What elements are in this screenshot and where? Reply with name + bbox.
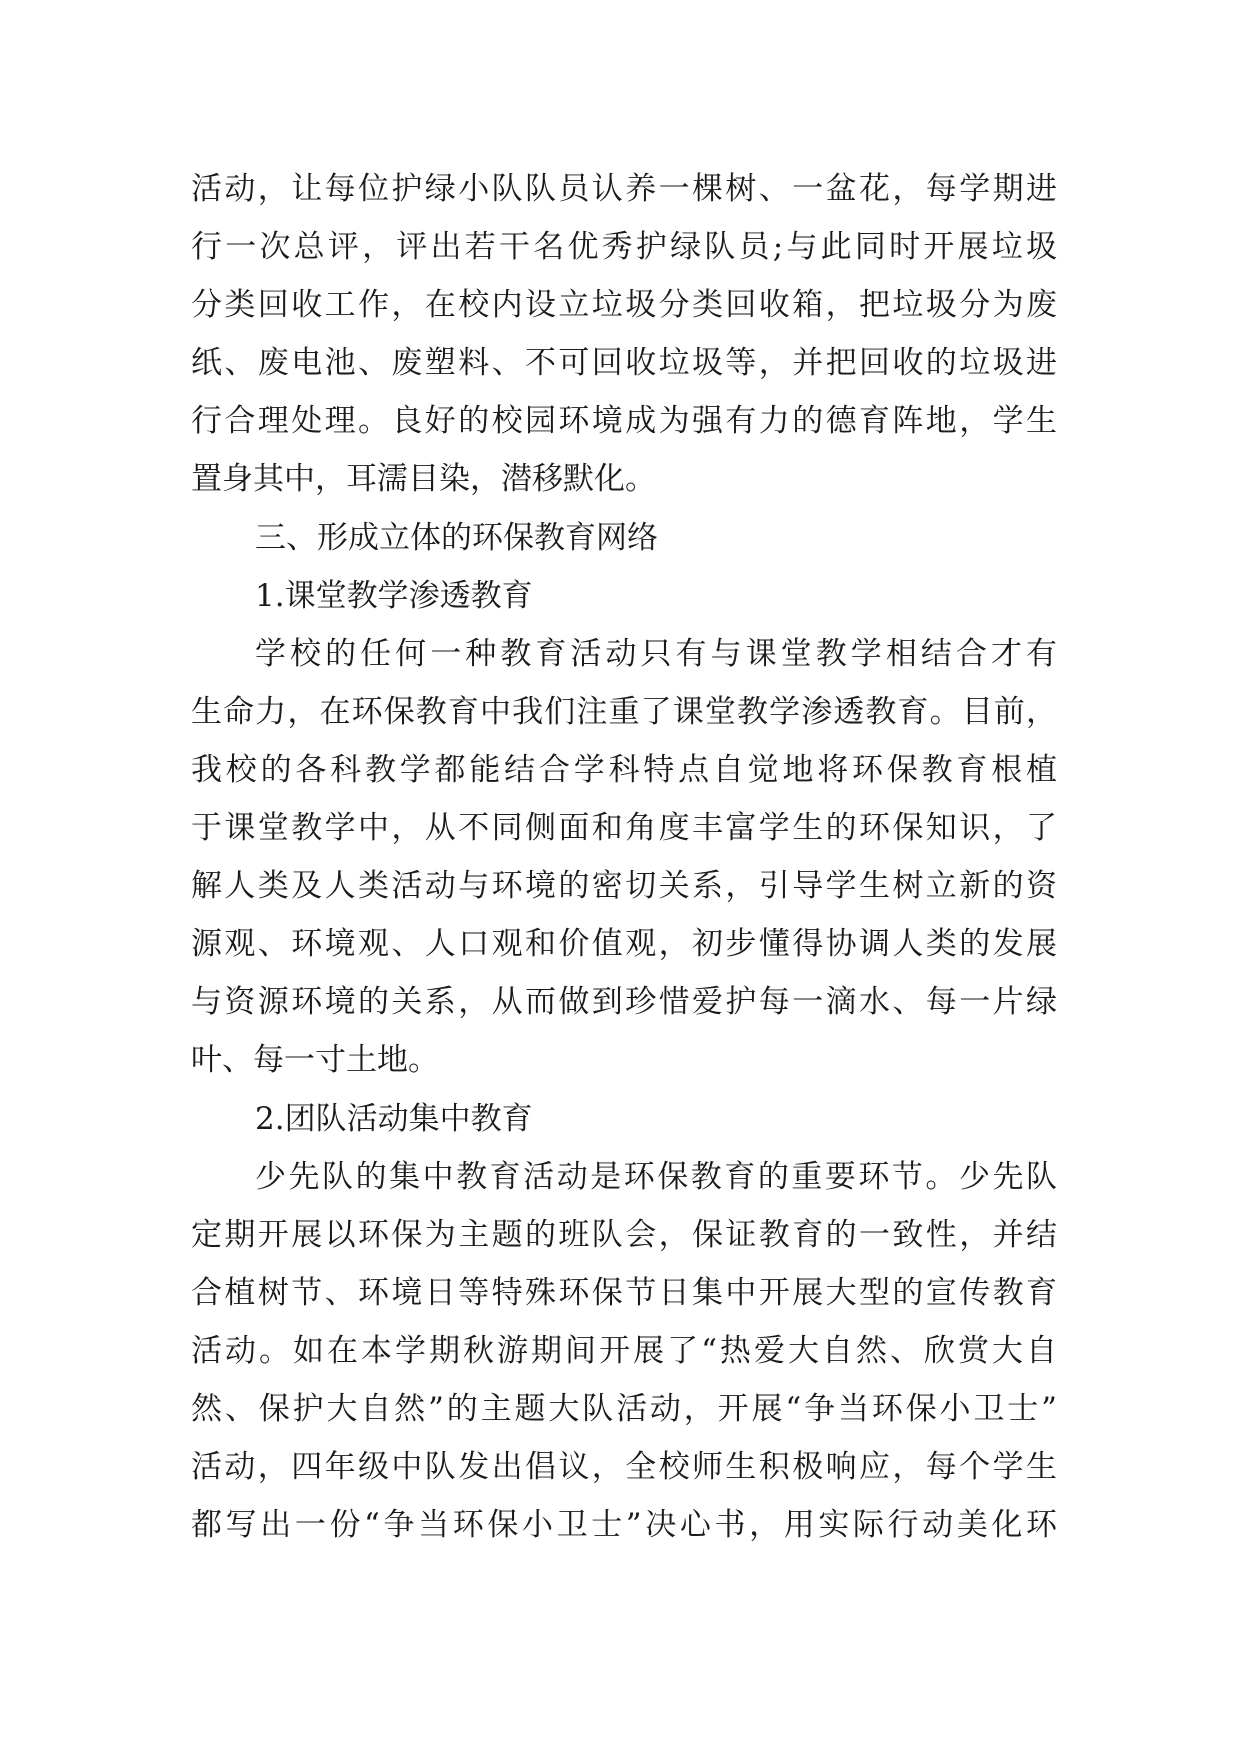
document-body bbox=[191, 160, 1057, 1554]
text-line: 都写出一份“争当环保小卫士”决心书，用实际行动美化环 bbox=[191, 1507, 1057, 1544]
text-line: 与资源环境的关系，从而做到珍惜爱护每一滴水、每一片绿 bbox=[191, 984, 1057, 1021]
text-line: 学校的任何一种教育活动只有与课堂教学相结合才有 bbox=[255, 635, 1057, 672]
text-line: 少先队的集中教育活动是环保教育的重要环节。少先队 bbox=[255, 1158, 1057, 1195]
text-line: 源观、环境观、人口观和价值观，初步懂得协调人类的发展 bbox=[191, 926, 1057, 963]
text-line: 活动，四年级中队发出倡议，全校师生积极响应，每个学生 bbox=[191, 1449, 1057, 1486]
text-line: 2.团队活动集中教育 bbox=[255, 1100, 533, 1137]
text-line: 于课堂教学中，从不同侧面和角度丰富学生的环保知识，了 bbox=[191, 810, 1057, 847]
text-line: 1.课堂教学渗透教育 bbox=[255, 577, 533, 614]
text-line: 然、保护大自然”的主题大队活动，开展“争当环保小卫士” bbox=[191, 1390, 1057, 1427]
text-line: 我校的各科教学都能结合学科特点自觉地将环保教育根植 bbox=[191, 751, 1057, 788]
text-line: 定期开展以环保为主题的班队会，保证教育的一致性，并结 bbox=[191, 1216, 1057, 1253]
text-line: 纸、废电池、废塑料、不可回收垃圾等，并把回收的垃圾进 bbox=[191, 345, 1057, 382]
text-line: 生命力，在环保教育中我们注重了课堂教学渗透教育。目前， bbox=[191, 693, 1057, 730]
text-line: 分类回收工作，在校内设立垃圾分类回收箱，把垃圾分为废 bbox=[191, 287, 1057, 324]
text-line: 解人类及人类活动与环境的密切关系，引导学生树立新的资 bbox=[191, 868, 1057, 905]
text-line: 合植树节、环境日等特殊环保节日集中开展大型的宣传教育 bbox=[191, 1274, 1057, 1311]
text-line: 活动，让每位护绿小队队员认养一棵树、一盆花，每学期进 bbox=[191, 171, 1057, 207]
text-line: 活动。如在本学期秋游期间开展了“热爱大自然、欣赏大自 bbox=[191, 1332, 1057, 1369]
text-line: 行一次总评，评出若干名优秀护绿队员;与此同时开展垃圾 bbox=[191, 229, 1057, 266]
text-line: 行合理处理。良好的校园环境成为强有力的德育阵地，学生 bbox=[191, 403, 1057, 440]
text-line: 三、形成立体的环保教育网络 bbox=[255, 519, 658, 556]
text-line: 置身其中，耳濡目染，潜移默化。 bbox=[191, 461, 656, 498]
text-line: 叶、每一寸土地。 bbox=[191, 1042, 439, 1079]
